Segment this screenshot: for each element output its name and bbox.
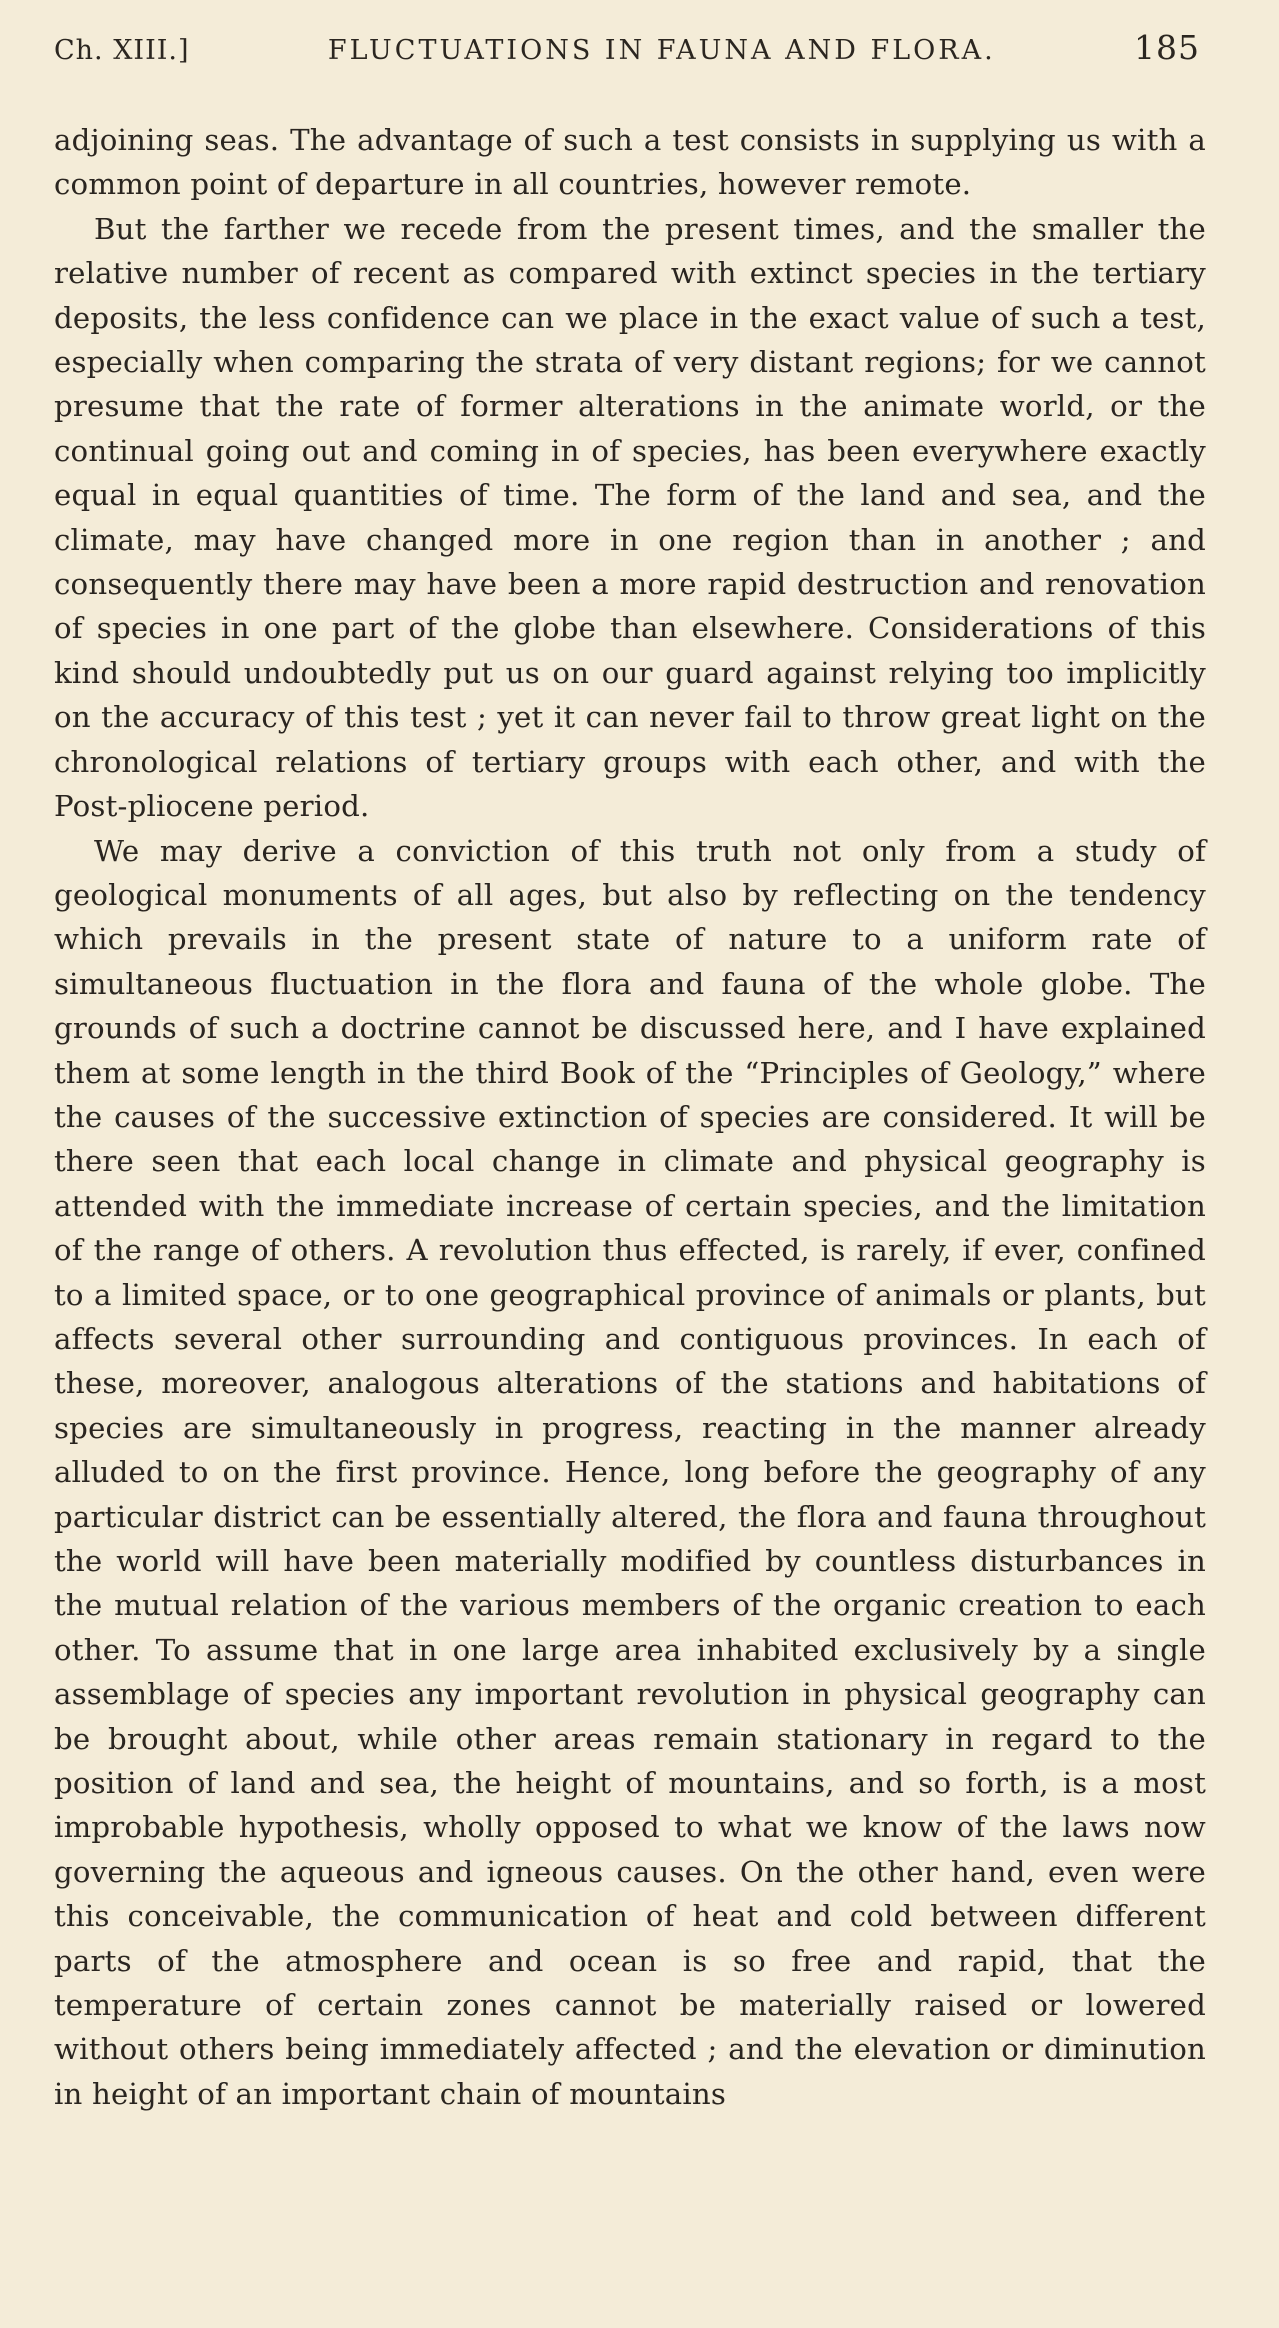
body-text <box>54 118 1206 2116</box>
page-number: 185 <box>1133 28 1200 67</box>
running-title: FLUCTUATIONS IN FAUNA AND FLORA. <box>327 35 996 66</box>
running-header <box>54 28 1206 78</box>
book-page <box>54 28 1206 2318</box>
paragraph: We may derive a conviction of this truth not only from a study of geological monuments of all ages, but also by reflecting on the tendency which prevails in the present state of nature to a uniform rate of simultaneous fluctuation in the flora and fauna of the whole globe. The grounds of such a doctrine cannot be discussed here, and I have explained them at some length in the third Book of the “Principles of Geology,” where the causes of the successive extinction of species are considered. It will be there seen that each local change in climate and physical geography is attended with the immediate increase of certain species, and the limitation of the range of others. A revolution thus effected, is rarely, if ever, confined to a limited space, or to one geographical province of animals or plants, but affects several other surrounding and contiguous provinces. In each of these, moreover, analogous alterations of the stations and habitations of species are simultaneously in progress, reacting in the manner already alluded to on the first province. Hence, long before the geography of any particular district can be essentially altered, the flora and fauna throughout the world will have been materially modified by countless disturbances in the mutual relation of the various members of the organic creation to each other. To assume that in one large area inhabited exclusively by a single assemblage of species any important revolution in physical geography can be brought about, while other areas remain stationary in regard to the position of land and sea, the height of mountains, and so forth, is a most improbable hypothesis, wholly opposed to what we know of the laws now governing the aqueous and igneous causes. On the other hand, even were this conceivable, the communication of heat and cold between different parts of the atmosphere and ocean is so free and rapid, that the temperature of certain zones cannot be materially raised or lowered without others being immediately affected ; and the elevation or diminution in height of an important chain of mountains <box>54 833 1206 2111</box>
paragraph: But the farther we recede from the present times, and the smaller the relative number of recent as compared with extinct species in the tertiary deposits, the less confidence can we place in the exact value of such a test, especially when comparing the strata of very distant regions; for we cannot presume that the rate of former alterations in the animate world, or the continual going out and coming in of species, has been everywhere exactly equal in equal quantities of time. The form of the land and sea, and the climate, may have changed more in one region than in another ; and consequently there may have been a more rapid destruction and renovation of species in one part of the globe than elsewhere. Considerations of this kind should undoubtedly put us on our guard against relying too implicitly on the accuracy of this test ; yet it can never fail to throw great light on the chronological relations of tertiary groups with each other, and with the Post-pliocene period. <box>54 211 1206 824</box>
chapter-label: Ch. XIII.] <box>54 35 190 66</box>
paragraph-continued: adjoining seas. The advantage of such a test consists in supplying us with a common point of departure in all countries, however remote. <box>54 123 1206 202</box>
